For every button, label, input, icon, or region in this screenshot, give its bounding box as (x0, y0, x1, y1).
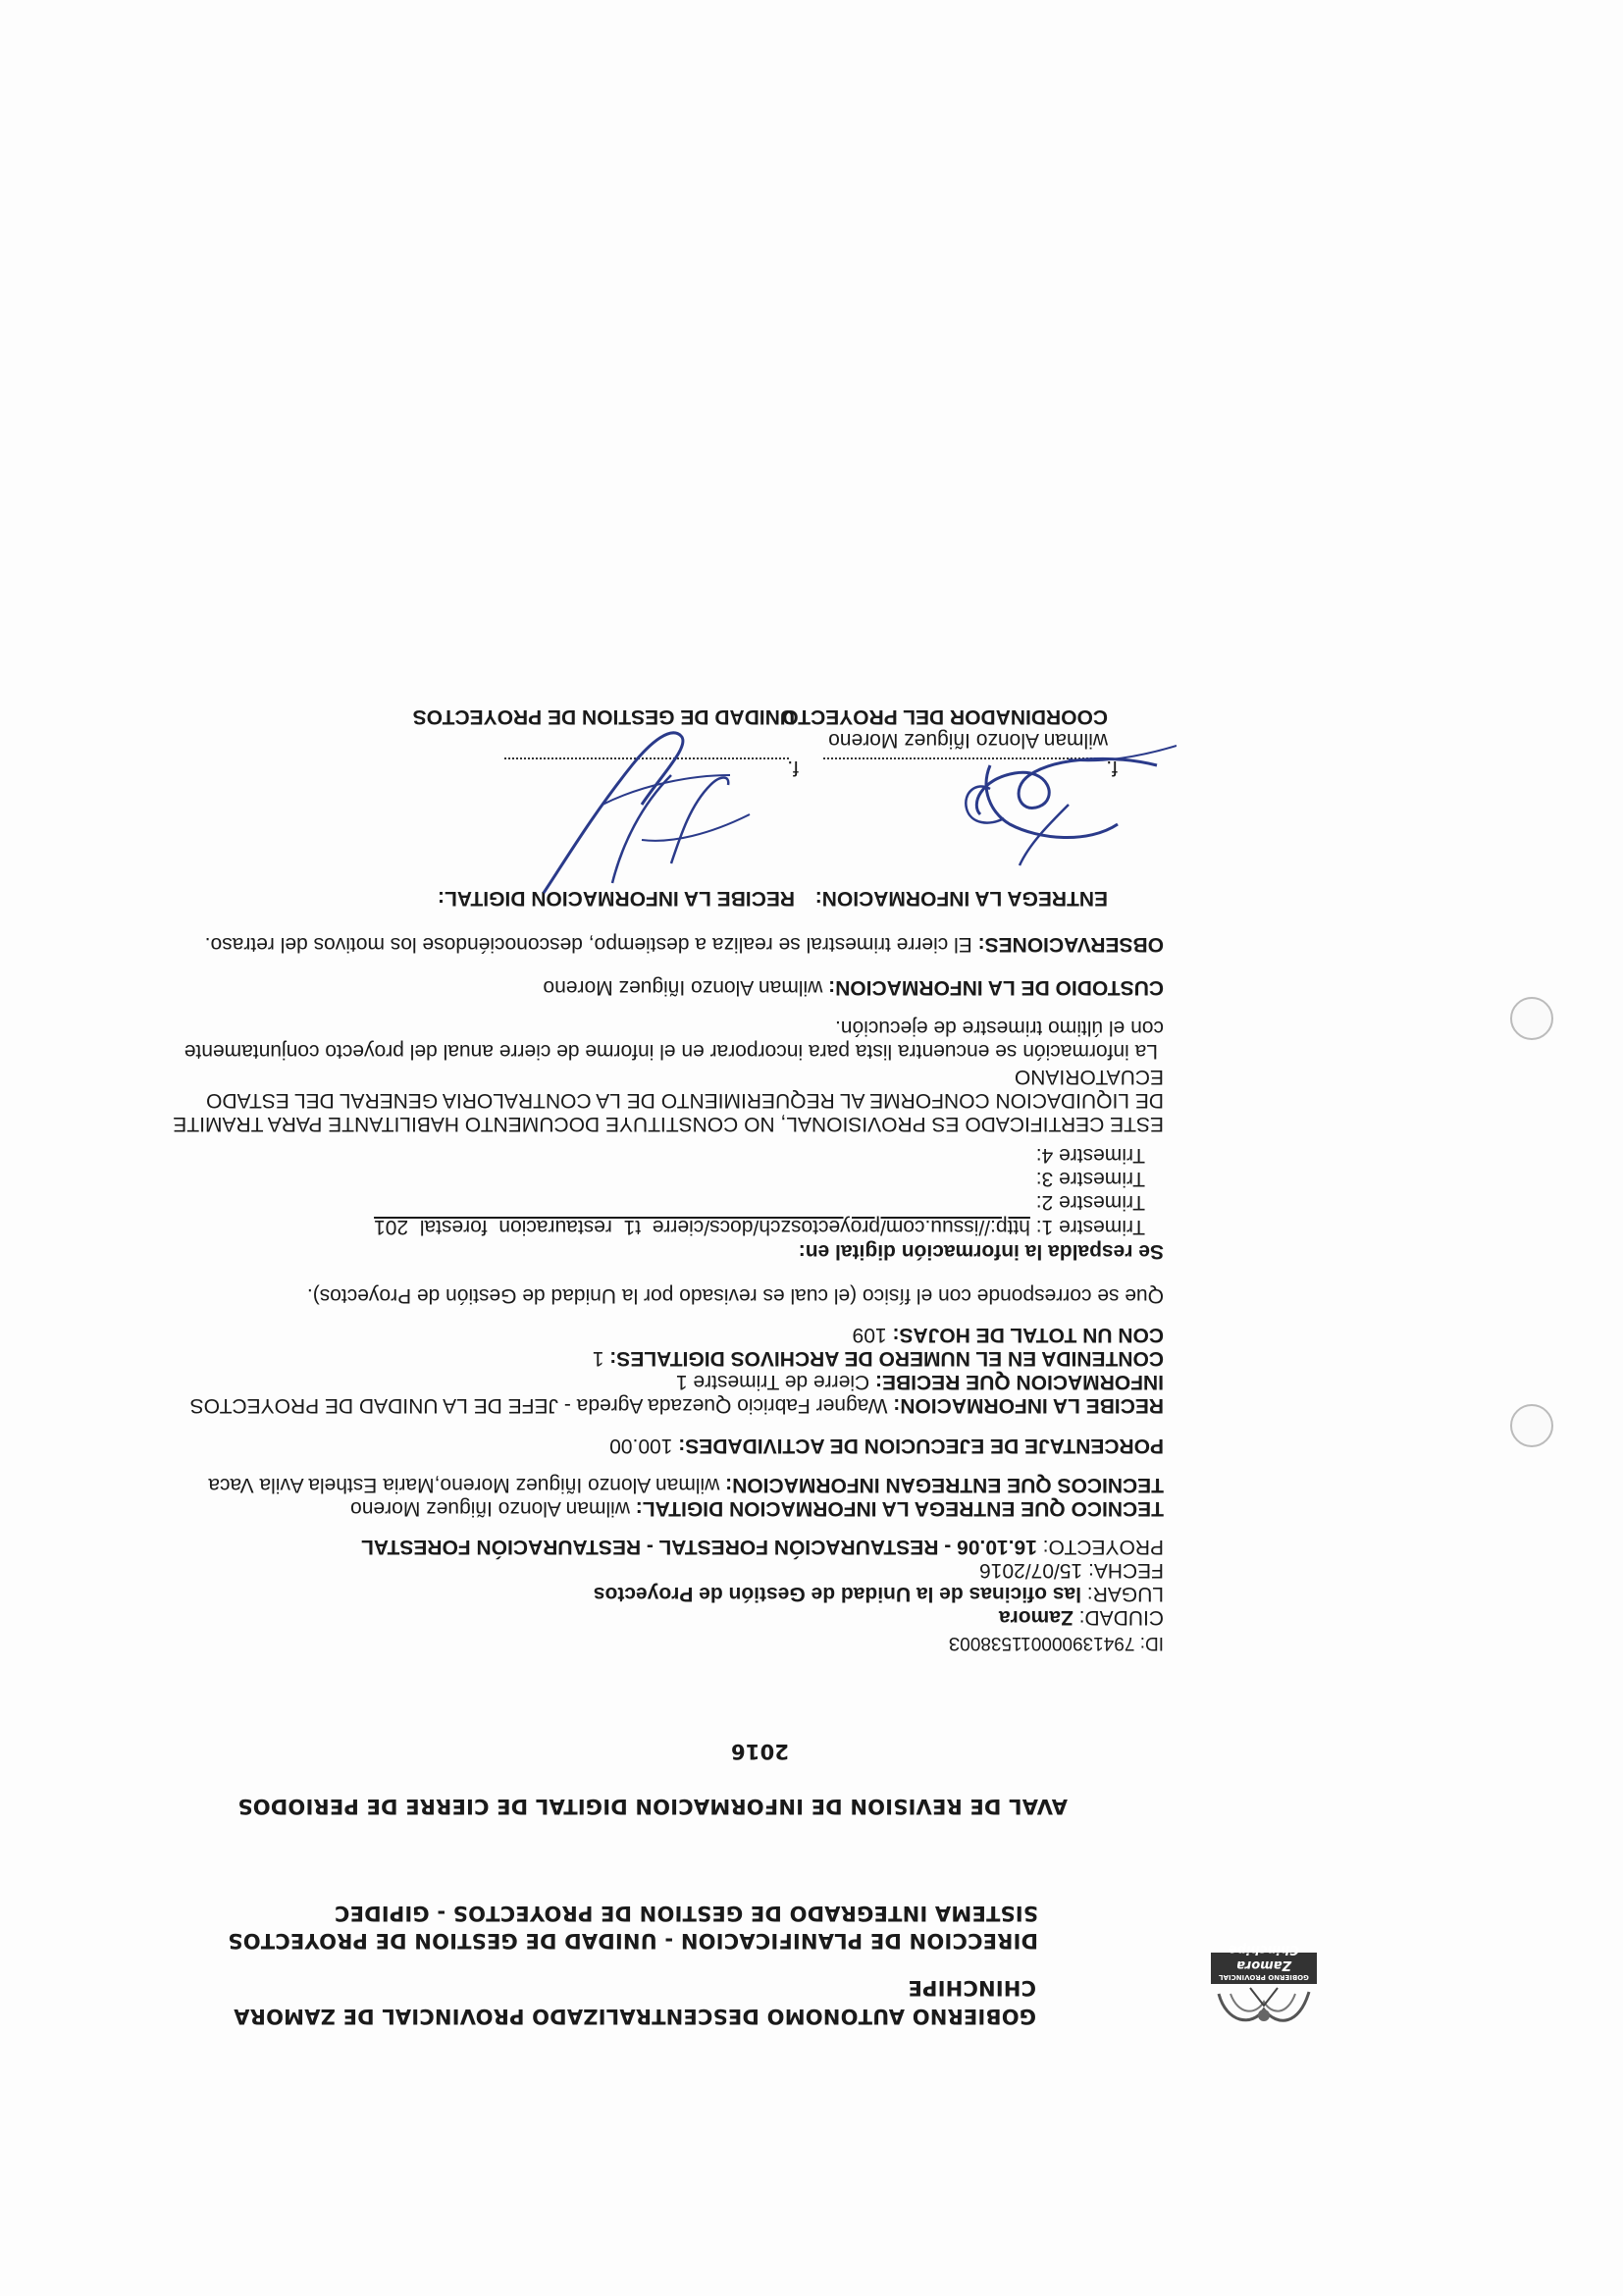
org-name-line2: CHINCHIPE (908, 1976, 1036, 2000)
field-tecnico (350, 1495, 1164, 1521)
porcentaje-label: PORCENTAJE DE EJECUCION DE ACTIVIDADES: (678, 1435, 1164, 1457)
certificado-line3: ECUATORIANO (1014, 1066, 1164, 1088)
fecha-value: 15/07/2016 (979, 1559, 1083, 1582)
department-line: DIRECCION DE PLANIFICACION - UNIDAD DE GESTION DE PROYECTOS (228, 1929, 1038, 1953)
lugar-value: las oficinas de la Unidad de Gestión de Proyectos (593, 1583, 1081, 1605)
document-year: 2016 (730, 1740, 789, 1763)
signature-f-right: f. (787, 757, 799, 779)
certificado-line1: ESTE CERTIFICADO ES PROVISIONAL, NO CONSTITUYE DOCUMENTO HABILITANTE PARA TRAMITE (173, 1113, 1164, 1135)
custodio-value: wilman Alonzo Iñiguez Moreno (543, 976, 823, 999)
field-fecha (979, 1557, 1164, 1583)
observaciones-value: El cierre trimestral se realiza a destiempo, desconociéndose los motivos del retraso. (204, 933, 972, 956)
entrega-role: COORDINADOR DEL PROYECTO (782, 705, 1108, 728)
signature-f-left: f. (1106, 757, 1118, 779)
lista-line1: La información se encuentra lista para incorporar en el informe de cierre anual del proyecto conjuntamente (183, 1040, 1158, 1063)
entrega-label: ENTREGA LA INFORMACION: (814, 887, 1108, 910)
provincial-logo (1211, 1942, 1317, 2031)
entrega-name: wilman Alonzo Iñiguez Moreno (828, 729, 1108, 752)
info-label: INFORMACION QUE RECIBE: (875, 1371, 1164, 1393)
field-proyecto (361, 1534, 1164, 1559)
trim2-label: Trimestre 2: (1035, 1191, 1145, 1214)
tecnico-label: TECNICO QUE ENTREGA LA INFORMACION DIGITAL: (635, 1497, 1164, 1520)
field-porcentaje (609, 1433, 1164, 1458)
field-hojas (853, 1322, 1164, 1347)
hojas-label: CON UN TOTAL DE HOJAS: (892, 1324, 1164, 1346)
punch-hole-lower (1510, 997, 1553, 1040)
field-recibe (190, 1392, 1164, 1418)
field-custodio (544, 974, 1165, 1000)
recibe-label: RECIBE LA INFORMACION: (893, 1394, 1164, 1417)
ciudad-value: Zamora (998, 1606, 1073, 1629)
recibe-digital-label: RECIBE LA INFORMACION DIGITAL: (438, 887, 795, 910)
system-line: SISTEMA INTEGRADO DE GESTION DE PROYECTOS - GIPIDEC (334, 1902, 1038, 1925)
archivos-value: 1 (592, 1347, 604, 1370)
field-lugar (594, 1581, 1164, 1606)
trim4-label: Trimestre 4: (1035, 1144, 1145, 1167)
field-trimestre-1 (374, 1214, 1145, 1239)
field-tecnicos (208, 1472, 1164, 1497)
tecnicos-value: wilman Alonzo Iñiguez Moreno,Maria Esthela Avila Vaca (208, 1474, 720, 1496)
logo-top-text: GOBIERNO PROVINCIAL (1219, 1973, 1309, 1981)
field-ciudad (999, 1604, 1164, 1630)
field-archivos (593, 1345, 1164, 1371)
fecha-label: FECHA: (1087, 1559, 1164, 1582)
observaciones-label: OBSERVACIONES: (977, 933, 1164, 956)
tecnicos-label: TECNICOS QUE ENTREGAN INFORMACION: (725, 1474, 1164, 1496)
field-observaciones (205, 931, 1164, 957)
field-info (676, 1369, 1164, 1394)
recibe-value: Wagner Fabricio Quezada Agreda - JEFE DE LA UNIDAD DE PROYECTOS (189, 1394, 888, 1417)
ciudad-label: CIUDAD: (1078, 1606, 1164, 1629)
porcentaje-value: 100.00 (609, 1435, 673, 1457)
recibe-role: UNIDAD DE GESTION DE PROYECTOS (412, 705, 795, 728)
document-title: AVAL DE REVISION DE INFORMACION DIGITAL DE CIERRE DE PERIODOS (237, 1795, 1068, 1818)
certificado-line2: DE LIQUIDACION CONFORME AL REQUERIMIENTO DE LA CONTRALORIA GENERAL DEL ESTADO (206, 1089, 1164, 1112)
info-value: Cierre de Trimestre 1 (675, 1371, 870, 1393)
document-id: ID: 79413900001153800З (948, 1633, 1164, 1653)
logo-name-text: Zamora Chinchipe (1228, 1942, 1300, 1972)
trim3-label: Trimestre 3: (1035, 1168, 1145, 1190)
archivos-label: CONTENIDA EN EL NUMERO DE ARCHIVOS DIGITALES: (609, 1347, 1164, 1370)
proyecto-label: PROYECTO: (1042, 1536, 1164, 1558)
trim1-label: Trimestre 1: (1035, 1216, 1145, 1238)
lista-line2: con el último trimestre de ejecución. (835, 1017, 1164, 1039)
trim1-link[interactable]: http://issuu.com/proyectoszch/docs/cierre_t1_restauracion_forestal_201 (374, 1216, 1030, 1238)
hojas-value: 109 (852, 1324, 887, 1346)
proyecto-value: 16.10.06 - RESTAURACIÓN FORESTAL - RESTAURACIÓN FORESTAL (361, 1536, 1037, 1558)
punch-hole-upper (1510, 1404, 1553, 1447)
org-name-line1: GOBIERNO AUTONOMO DESCENTRALIZADO PROVINCIAL DE ZAMORA (234, 2005, 1036, 2028)
custodio-label: CUSTODIO DE LA INFORMACION: (828, 976, 1164, 999)
logo-emblem-icon (1211, 1986, 1317, 2031)
tecnico-value: wilman Alonzo Iñiguez Moreno (350, 1497, 630, 1520)
respalda-label: Se respalda la información digital en: (798, 1240, 1164, 1263)
handwritten-signature-right (475, 706, 789, 922)
lugar-label: LUGAR: (1086, 1583, 1164, 1605)
corresponde-text: Que se corresponde con el físico (el cual es revisado por la Unidad de Gestión de Proyectos). (306, 1284, 1164, 1307)
